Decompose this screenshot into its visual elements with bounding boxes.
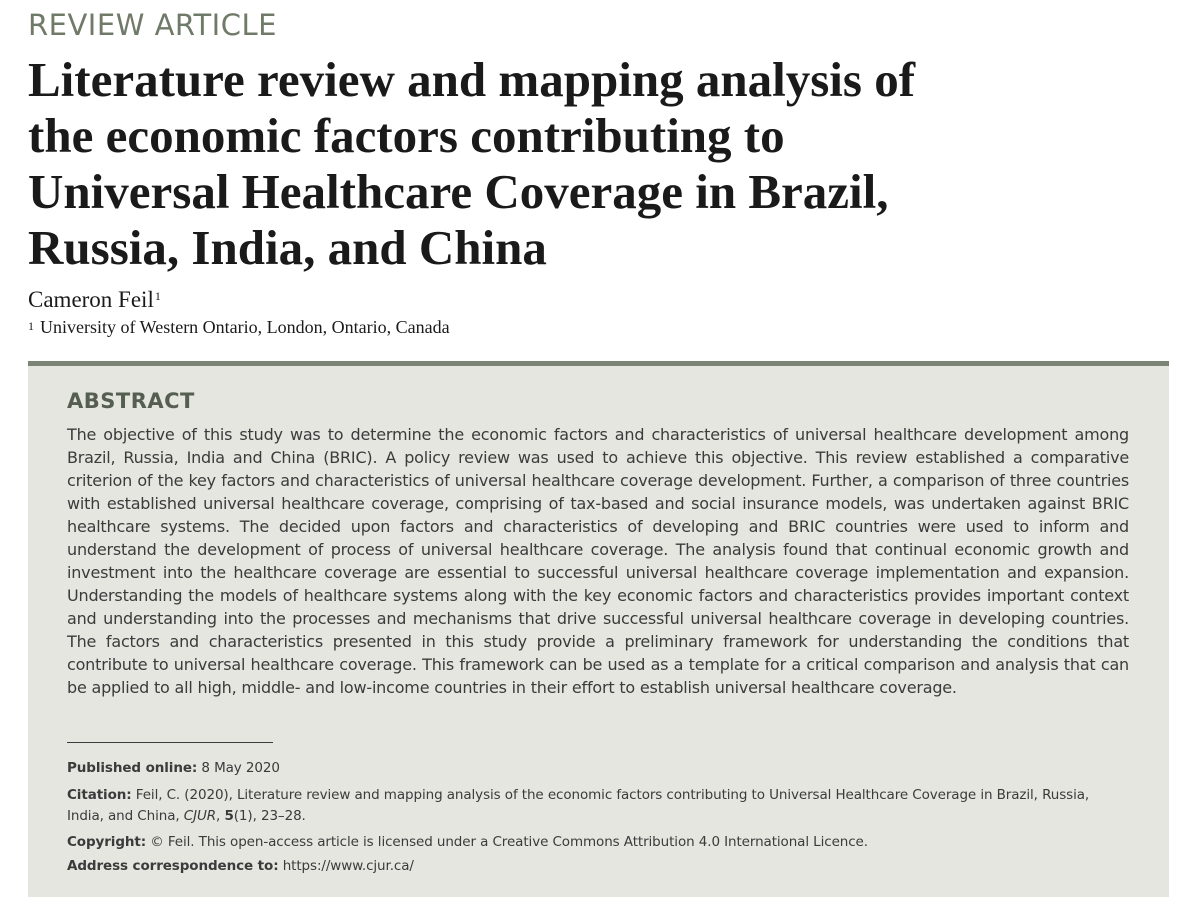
address-label: Address correspondence to: xyxy=(67,858,279,874)
citation xyxy=(67,785,1129,827)
article-type-label: REVIEW ARTICLE xyxy=(28,8,277,42)
abstract-text: The objective of this study was to determine the economic factors and characteristics of universal healthcare development among Brazil, Russia, India and China (BRIC). A policy review was used to achieve this objective. This review established a comparative criterion of the key factors and characteristics of universal healthcare coverage development. Further, a comparison of three countries with established universal healthcare coverage, comprising of tax-based and social insurance models, was undertaken against BRIC healthcare systems. The decided upon factors and characteristics of developing and BRIC countries were used to inform and understand the development of process of universal healthcare coverage. The analysis found that continual economic growth and investment into the healthcare coverage are essential to successful universal healthcare coverage implementation and expansion. Understanding the models of healthcare systems along with the key economic factors and characteristics provides important context and understanding into the processes and mechanisms that drive successful universal healthcare coverage in developing countries. The factors and characteristics presented in this study provide a preliminary framework for understanding the conditions that contribute to universal healthcare coverage. This framework can be used as a template for a critical comparison and analysis that can be applied to all high, middle- and low-income countries in their effort to establish universal healthcare coverage. xyxy=(67,425,1129,697)
address-correspondence xyxy=(67,856,1129,877)
copyright xyxy=(67,832,1129,853)
citation-label: Citation: xyxy=(67,787,132,803)
published-online xyxy=(67,758,1129,779)
address-link[interactable]: https://www.cjur.ca/ xyxy=(282,858,414,874)
affiliation-marker: 1 xyxy=(28,319,34,333)
citation-volume: 5 xyxy=(224,808,234,824)
metadata-divider xyxy=(67,742,273,743)
citation-separator: , xyxy=(216,808,221,824)
published-date: 8 May 2020 xyxy=(201,760,280,776)
citation-pages: (1), 23–28. xyxy=(233,808,306,824)
copyright-text: © Feil. This open-access article is licensed under a Creative Commons Attribution 4.0 International Licence. xyxy=(150,834,868,850)
citation-text: Feil, C. (2020), Literature review and mapping analysis of the economic factors contributing to Universal Healthcare Coverage in Brazil, Russia, India, and China, xyxy=(67,787,1090,824)
article-title: Literature review and mapping analysis of the economic factors contributing to Universal Healthcare Coverage in Brazil, Russia, India, and China xyxy=(28,52,916,275)
author-affiliation-marker: 1 xyxy=(154,289,161,303)
affiliation-text: University of Western Ontario, London, Ontario, Canada xyxy=(40,317,450,337)
abstract-panel xyxy=(28,361,1169,897)
author-line xyxy=(28,287,161,313)
published-label: Published online: xyxy=(67,760,198,776)
abstract-heading: ABSTRACT xyxy=(67,389,195,413)
copyright-label: Copyright: xyxy=(67,834,147,850)
citation-journal: CJUR xyxy=(183,808,217,824)
affiliation-line xyxy=(28,317,450,338)
author-name: Cameron Feil xyxy=(28,287,154,312)
